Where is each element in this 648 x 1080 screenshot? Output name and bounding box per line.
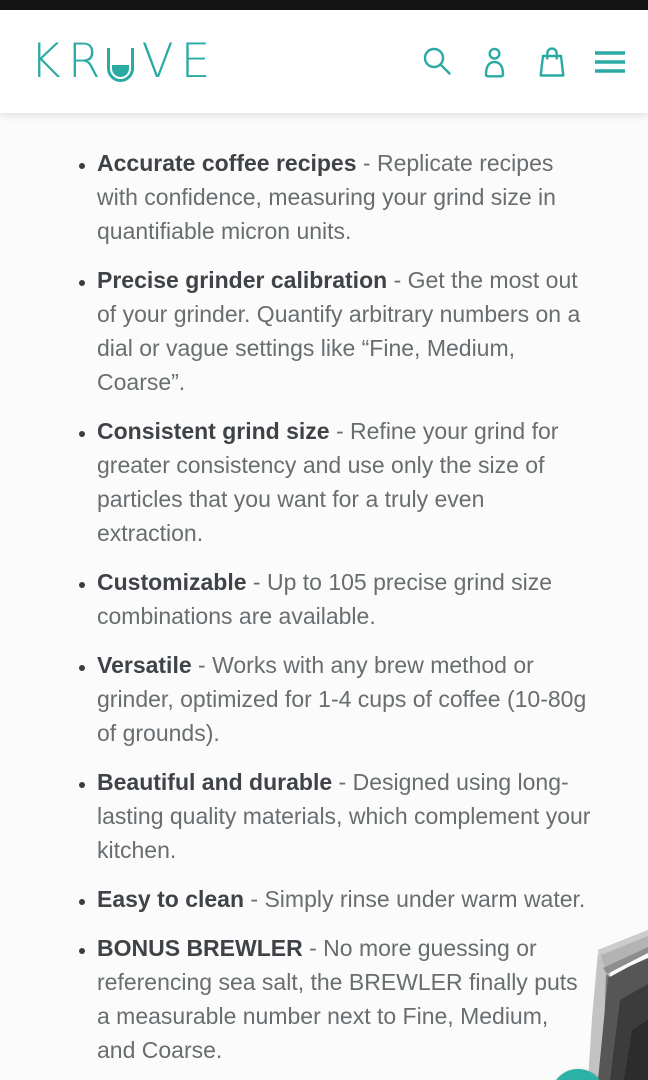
feature-item — [97, 882, 592, 916]
feature-title: Consistent grind size — [97, 418, 330, 444]
feature-item — [97, 648, 592, 750]
feature-body: - Refine your grind for greater consistency and use only the size of particles that you want for a truly even extraction. — [97, 418, 559, 546]
feature-title: Beautiful and durable — [97, 769, 333, 795]
search-icon — [421, 45, 454, 78]
logo-cup-icon — [107, 48, 134, 82]
logo-text-post: VE — [141, 34, 218, 89]
feature-item — [97, 263, 592, 399]
site-header — [0, 10, 648, 113]
feature-body: - No more guessing or referencing sea salt, the BREWLER finally puts a measurable number next to Fine, Medium, and Coarse. — [97, 935, 578, 1063]
header-icon-nav — [421, 45, 626, 79]
feature-body: - Simply rinse under warm water. — [250, 886, 586, 912]
product-description — [0, 113, 648, 1067]
feature-title: Easy to clean — [97, 886, 245, 912]
feature-body: - Up to 105 precise grind size combinations are available. — [97, 569, 553, 629]
feature-title: BONUS BREWLER — [97, 935, 303, 961]
feature-title: Versatile — [97, 652, 192, 678]
feature-list — [0, 146, 648, 1067]
feature-title: Precise grinder calibration — [97, 267, 388, 293]
feature-item — [97, 765, 592, 867]
account-button[interactable] — [479, 45, 510, 78]
chat-widget-button[interactable] — [551, 1069, 605, 1080]
account-icon — [479, 45, 510, 78]
status-bar — [0, 0, 648, 10]
logo-link[interactable] — [30, 34, 218, 89]
feature-title: Accurate coffee recipes — [97, 150, 357, 176]
feature-body: - Works with any brew method or grinder, optimized for 1-4 cups of coffee (10-80g of grounds). — [97, 652, 587, 746]
logo-text-pre: KR — [30, 34, 108, 89]
feature-body: - Designed using long-lasting quality materials, which complement your kitchen. — [97, 769, 591, 863]
menu-button[interactable] — [594, 49, 626, 75]
feature-body: - Replicate recipes with confidence, measuring your grind size in quantifiable micron units. — [97, 150, 556, 244]
menu-icon — [594, 49, 626, 75]
feature-item — [97, 414, 592, 550]
search-button[interactable] — [421, 45, 454, 78]
feature-title: Customizable — [97, 569, 247, 595]
cart-button[interactable] — [535, 45, 569, 79]
feature-body: - Get the most out of your grinder. Quantify arbitrary numbers on a dial or vague settings like “Fine, Medium, Coarse”. — [97, 267, 581, 395]
feature-item — [97, 146, 592, 248]
cart-icon — [535, 45, 569, 79]
feature-item — [97, 931, 592, 1067]
feature-item — [97, 565, 592, 633]
